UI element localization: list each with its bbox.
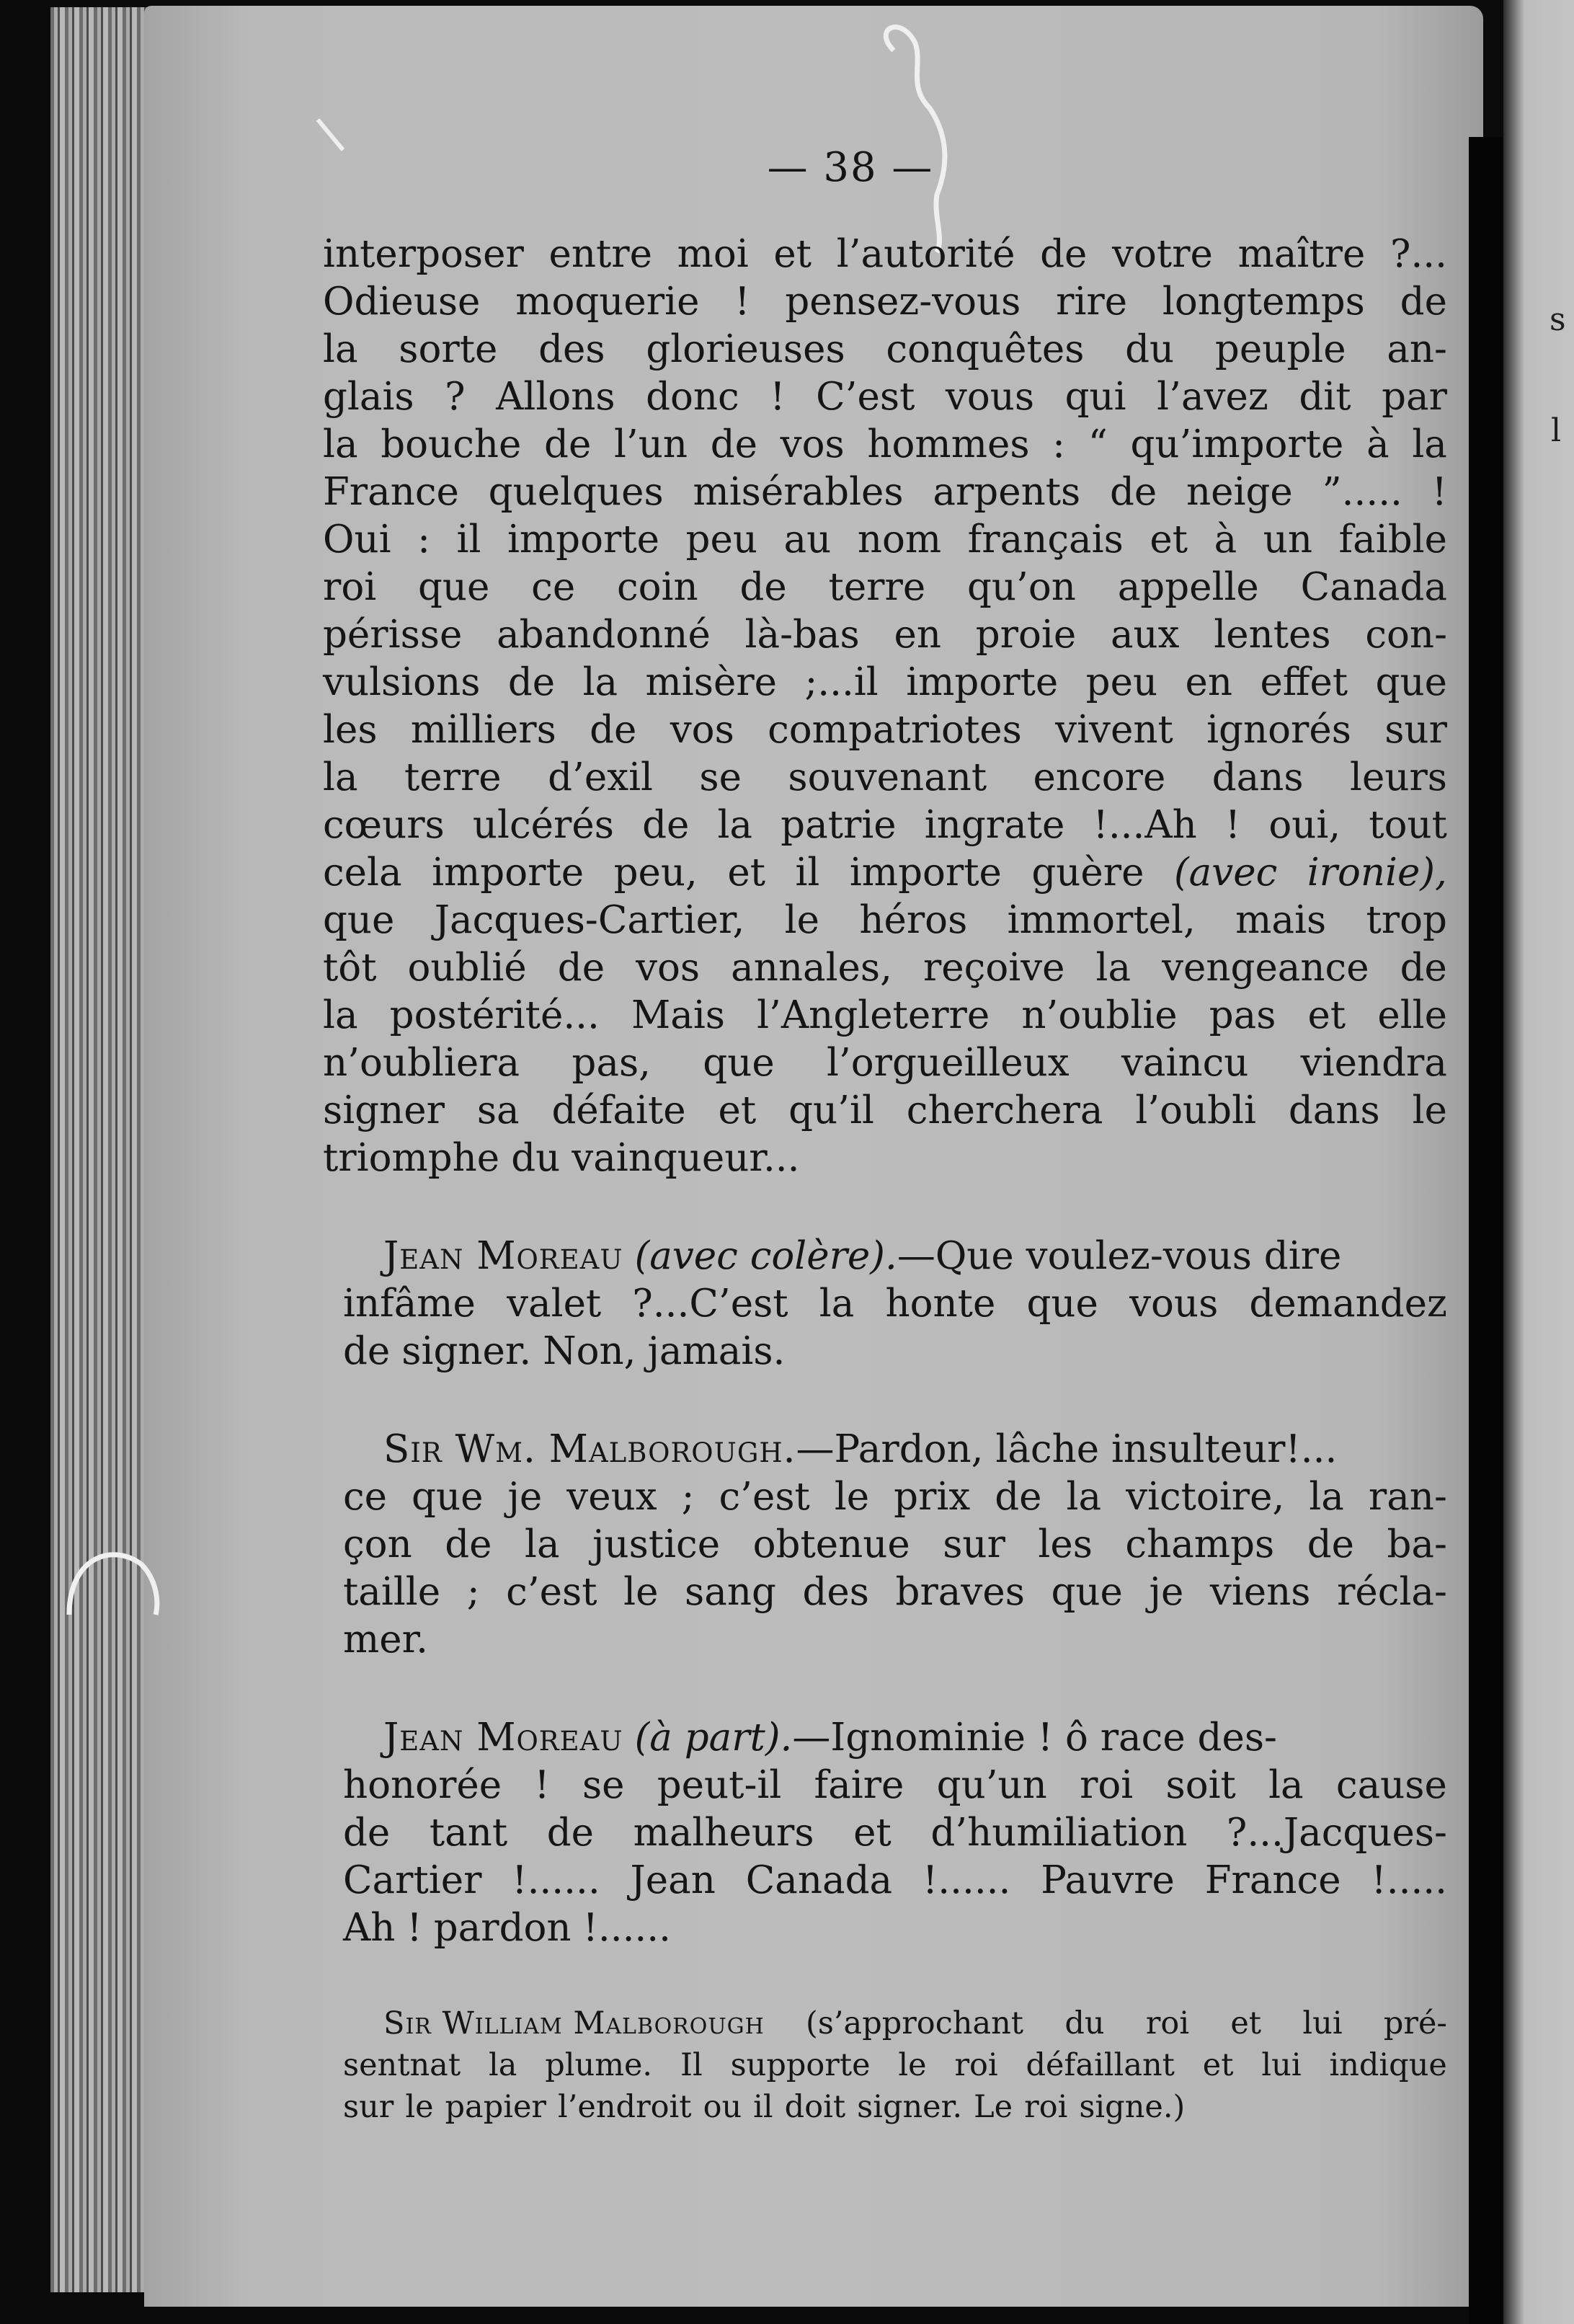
page-number: — 38 —: [767, 144, 934, 191]
dialogue-section: [323, 1233, 1447, 1952]
scan-mark: [314, 114, 357, 157]
stage-first-line: Sir William Malborough (s’approchant du roi et lui pré-: [343, 2003, 1447, 2044]
text-line: triomphe du vainqueur...: [323, 1136, 800, 1180]
stage-direction: [323, 2003, 1447, 2128]
text-line: de tant de malheurs et d’humiliation ?...Jacques-: [343, 1811, 1447, 1855]
text-line: que Jacques-Cartier, le héros immortel, mais trop: [323, 898, 1447, 942]
scan-mark: [62, 1528, 170, 1622]
text-line: périsse abandonné là-bas en proie aux lentes con-: [323, 613, 1447, 657]
speech-text: —Que voulez-vous dire: [897, 1234, 1342, 1278]
text-line: cela importe peu, et il importe guère (avec ironie),: [323, 851, 1447, 895]
text-line: Odieuse moquerie ! pensez-vous rire longtemps de: [323, 280, 1447, 324]
text-line: de signer. Non, jamais.: [343, 1329, 786, 1373]
text-line: Cartier !...... Jean Canada !...... Pauvre France !.....: [343, 1858, 1447, 1902]
text-line: la postérité... Mais l’Angleterre n’oublie pas et elle: [323, 993, 1447, 1037]
speech-block: [323, 1426, 1447, 1664]
adjacent-letter: s: [1549, 301, 1566, 338]
text-line: sentnat la plume. Il supporte le roi défaillant et lui indique: [343, 2047, 1447, 2083]
stage-note: (à part).: [634, 1716, 793, 1760]
text-line: tôt oublié de vos annales, reçoive la vengeance de: [323, 946, 1447, 990]
text-line: les milliers de vos compatriotes vivent ignorés sur: [323, 708, 1447, 752]
text-line: vulsions de la misère ;...il importe peu en effet que: [323, 660, 1447, 704]
text-line: ce que je veux ; c’est le prix de la victoire, la ran-: [343, 1475, 1447, 1519]
text-line: la bouche de l’un de vos hommes : “ qu’importe à la: [323, 422, 1447, 466]
speech-block: [323, 1233, 1447, 1375]
page-body: [323, 231, 1447, 2178]
text-line: çon de la justice obtenue sur les champs de ba-: [343, 1522, 1447, 1566]
text-line: la sorte des glorieuses conquêtes du peuple an-: [323, 327, 1447, 371]
speech-first-line: [343, 1426, 1447, 1473]
text-line: taille ; c’est le sang des braves que je viens récla-: [343, 1570, 1447, 1614]
text-line: interposer entre moi et l’autorité de votre maître ?...: [323, 232, 1447, 276]
text-line: signer sa défaite et qu’il cherchera l’oubli dans le: [323, 1088, 1447, 1132]
scan-mark: [865, 14, 966, 260]
speech-first-line: [343, 1233, 1447, 1280]
stage-note: (avec colère).: [634, 1234, 897, 1278]
speaker-name: Jean Moreau: [383, 1234, 623, 1278]
text-line: sur le papier l’endroit ou il doit signer. Le roi signe.): [343, 2089, 1186, 2125]
text-line: Oui : il importe peu au nom français et à un faible: [323, 518, 1447, 562]
speech-block: [323, 1714, 1447, 1952]
gutter-shadow: [1469, 137, 1505, 2324]
adjacent-letter: l: [1551, 412, 1562, 449]
text-line: Ah ! pardon !......: [343, 1906, 671, 1950]
text-line: honorée ! se peut-il faire qu’un roi soit la cause: [343, 1763, 1447, 1807]
text-line: la terre d’exil se souvenant encore dans leurs: [323, 755, 1447, 799]
speaker-name: Sir William Malborough: [383, 2005, 765, 2041]
text-line: France quelques misérables arpents de neige ”..... !: [323, 470, 1447, 514]
speech-text: —Ignominie ! ô race des-: [792, 1716, 1277, 1760]
main-paragraph: [323, 231, 1447, 1182]
text-line: glais ? Allons donc ! C’est vous qui l’avez dit par: [323, 375, 1447, 419]
text-line: infâme valet ?...C’est la honte que vous demandez: [343, 1282, 1447, 1326]
text-line: cœurs ulcérés de la patrie ingrate !...Ah ! oui, tout: [323, 803, 1447, 847]
text-line: n’oubliera pas, que l’orgueilleux vaincu viendra: [323, 1041, 1447, 1085]
text-line: roi que ce coin de terre qu’on appelle Canada: [323, 565, 1447, 609]
adjacent-page: [1503, 0, 1574, 2324]
speaker-name: Jean Moreau: [383, 1716, 623, 1760]
speech-text: —Pardon, lâche insulteur!...: [796, 1427, 1338, 1471]
text-line: mer.: [343, 1618, 428, 1662]
speech-first-line: [343, 1714, 1447, 1762]
speaker-name: Sir Wm. Malborough.: [383, 1427, 796, 1471]
